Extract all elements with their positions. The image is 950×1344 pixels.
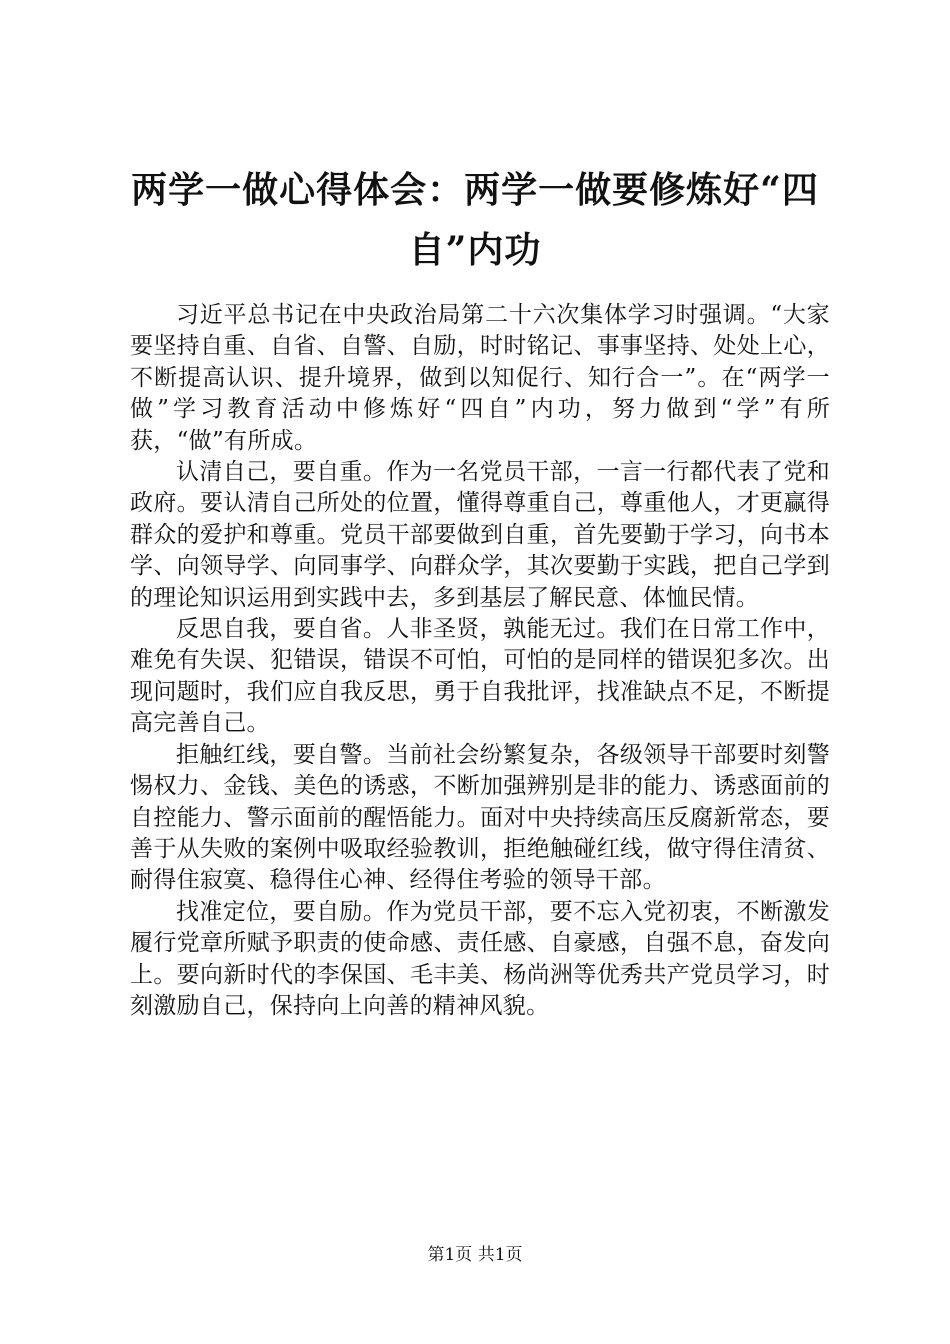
document-body <box>130 300 830 1022</box>
paragraph-self-encouragement: 找准定位，要自励。作为党员干部，要不忘入党初衷，不断激发履行党章所赋予职责的使命感、责任感、自豪感，自强不息，奋发向上。要向新时代的李保国、毛丰美、杨尚洲等优秀共产党员学习，时刻激励自己，保持向上向善的精神风貌。 <box>130 898 830 1019</box>
paragraph-self-reflection: 反思自我，要自省。人非圣贤，孰能无过。我们在日常工作中，难免有失误、犯错误，错误不可怕，可怕的是同样的错误犯多次。出现问题时，我们应自我反思，勇于自我批评，找准缺点不足，不断提高完善自己。 <box>130 616 830 737</box>
paragraph-self-respect: 认清自己，要自重。作为一名党员干部，一言一行都代表了党和政府。要认清自己所处的位置，懂得尊重自己，尊重他人，才更赢得群众的爱护和尊重。党员干部要做到自重，首先要勤于学习，向书本学、向领导学、向同事学、向群众学，其次要勤于实践，把自己学到的理论知识运用到实践中去，多到基层了解民意、体恤民情。 <box>130 459 830 611</box>
paragraph-self-alert: 拒触红线，要自警。当前社会纷繁复杂，各级领导干部要时刻警惕权力、金钱、美色的诱惑，不断加强辨别是非的能力、诱惑面前的自控能力、警示面前的醒悟能力。面对中央持续高压反腐新常态，要善于从失败的案例中吸取经验教训，拒绝触碰红线，做守得住清贫、耐得住寂寞、稳得住心神、经得住考验的领导干部。 <box>130 741 830 894</box>
document-title: 两学一做心得体会：两学一做要修炼好“四自”内功 <box>131 169 819 271</box>
paragraph-intro: 习近平总书记在中央政治局第二十六次集体学习时强调。“大家要坚持自重、自省、自警、自励，时时铭记、事事坚持、处处上心，不断提高认识、提升境界，做到以知促行、知行合一”。在“两学一做”学习教育活动中修炼好“四自”内功，努力做到“学”有所获，“做”有所成。 <box>130 302 830 454</box>
page-footer: 第1页 共1页 <box>427 1245 523 1265</box>
